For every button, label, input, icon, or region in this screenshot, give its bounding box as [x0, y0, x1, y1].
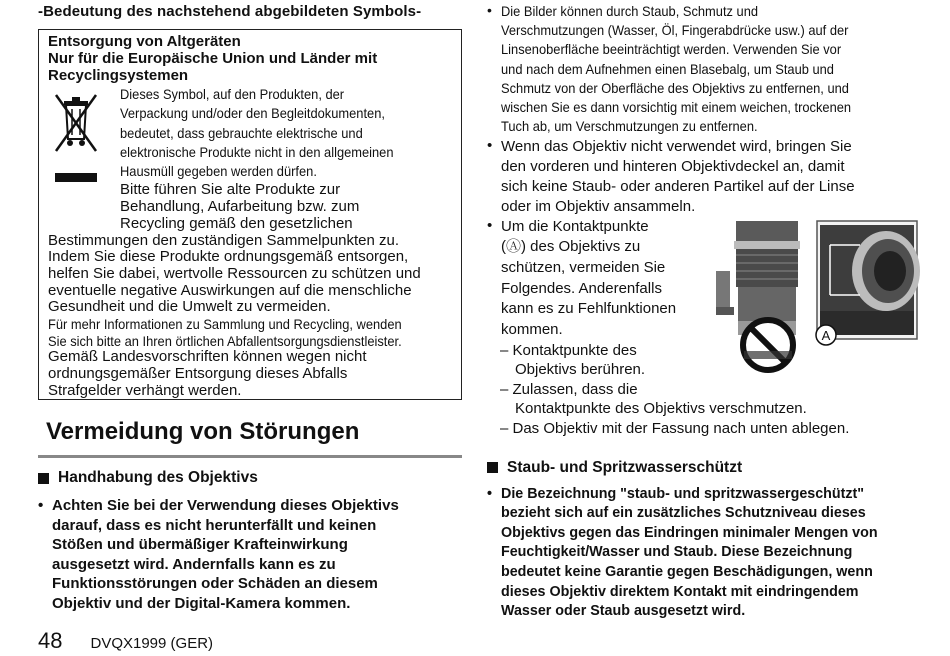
bin-underline-bar — [55, 173, 97, 182]
symbol-heading: -Bedeutung des nachstehend abgebildeten Symbols- — [38, 3, 422, 20]
symbol-description: Dieses Symbol, auf den Produkten, der Verpackung und/oder den Begleitdokumenten, bedeutet, dass gebrauchte elektrische und elektronische Produkte nicht in den allgemeinen Hausmüll gegeben werden dürfen. — [120, 86, 394, 180]
page-footer — [38, 628, 213, 654]
recycling-info: Für mehr Informationen zu Sammlung und Recycling, wenden Sie sich bitte an Ihren örtlichen Abfallentsorgungsdienstleister. — [48, 316, 402, 349]
return-instruction: Bitte führen Sie alte Produkte zur Behandlung, Aufarbeitung bzw. zum Recycling gemäß den gesetzlichen — [120, 181, 360, 232]
contact-label: A — [821, 327, 831, 343]
title-divider — [38, 455, 462, 458]
disposal-body: Bestimmungen den zuständigen Sammelpunkten zu. Indem Sie diese Produkte ordnungsgemäß entsorgen, helfen Sie dabei, wertvolle Ressourcen zu schützen und eventuelle negative Auswirkungen auf die menschliche Gesundheit und die Umwelt zu vermeiden. — [48, 231, 421, 316]
penalty-notice: Gemäß Landesvorschriften können wegen nicht ordnungsgemäßer Entsorgung dieses Abfalls Strafgelder verhängt werden. — [48, 348, 367, 399]
disposal-notice-box — [38, 29, 462, 400]
splash-heading: Staub- und Spritzwasserschützt — [487, 459, 927, 477]
lens-contact-illustration — [716, 219, 920, 381]
handling-bullet: • Achten Sie bei der Verwendung dieses Objektivs darauf, dass es nicht herunterfällt und keinen Stößen und übermäßiger Krafteinwirkung ausgesetzt wird. Andernfalls kann es zu Funktionsstörungen oder Schäden an diesem Objektiv und der Digital-Kamera kommen. — [38, 497, 399, 612]
left-column — [38, 0, 462, 613]
bullet-dot-icon: • — [487, 485, 493, 502]
bullet-dot-icon: • — [487, 2, 492, 18]
square-bullet-icon — [38, 473, 49, 484]
page-number: 48 — [38, 628, 63, 653]
cleaning-bullet: • Die Bilder können durch Staub, Schmutz und Verschmutzungen (Wasser, Öl, Fingerabdrücke usw.) auf der Linsenoberfläche beeinträchtigt werden. Verwenden Sie vor und nach dem Aufnehmen einen Blasebalg, um Staub und Schmutz von der Oberfläche des Objektivs zu entfernen, und wischen Sie es dann vorsichtig mit einem weichen, trockenen Tuch ab, um Verschmutzungen zu entfernen. — [487, 2, 927, 136]
square-bullet-icon — [487, 462, 498, 473]
crossed-bin-icon — [48, 85, 120, 233]
contact-points-block — [487, 217, 927, 437]
handling-heading: Handhabung des Objektivs — [38, 469, 462, 487]
section-title: Vermeidung von Störungen — [46, 418, 360, 445]
lens-cap-bullet: • Wenn das Objektiv nicht verwendet wird, bringen Sie den vorderen und hinteren Objektivdeckel an, damit sich keine Staub- oder anderen Partikel auf der Linse oder im Objektiv ansammeln. — [487, 137, 855, 215]
right-column — [487, 0, 927, 622]
document-code: DVQX1999 (GER) — [90, 635, 214, 652]
bullet-dot-icon: • — [487, 137, 493, 155]
disposal-title: Entsorgung von Altgeräten Nur für die Europäische Union und Länder mit Recyclingsystemen — [48, 33, 378, 84]
splash-bullet: • Die Bezeichnung "staub- und spritzwassergeschützt" bezieht sich auf ein zusätzliches Schutzniveau dieses Objektivs gegen das Eindringen minimaler Mengen von Feuchtigkeit/Wasser und Staub. Diese Bezeichnung bedeutet keine Garantie gegen Beschädigungen, wenn dieses Objektiv direktem Kontakt mit eindringendem Wasser oder Staub ausgesetzt wird. — [487, 485, 927, 622]
bullet-dot-icon: • — [487, 216, 493, 234]
bullet-dot-icon: • — [38, 497, 44, 514]
dash-list: – Kontaktpunkte des Objektivs berühren. – Zulassen, dass die Kontaktpunkte des Objektivs verschmutzen. – Das Objektiv mit der Fassung nach unten ablegen. — [500, 341, 850, 437]
contact-bullet: • Um die Kontaktpunkte (Ⓐ) des Objektivs zu schützen, vermeiden Sie Folgendes. Anderenfalls kann es zu Fehlfunktionen kommen. — [487, 217, 927, 341]
